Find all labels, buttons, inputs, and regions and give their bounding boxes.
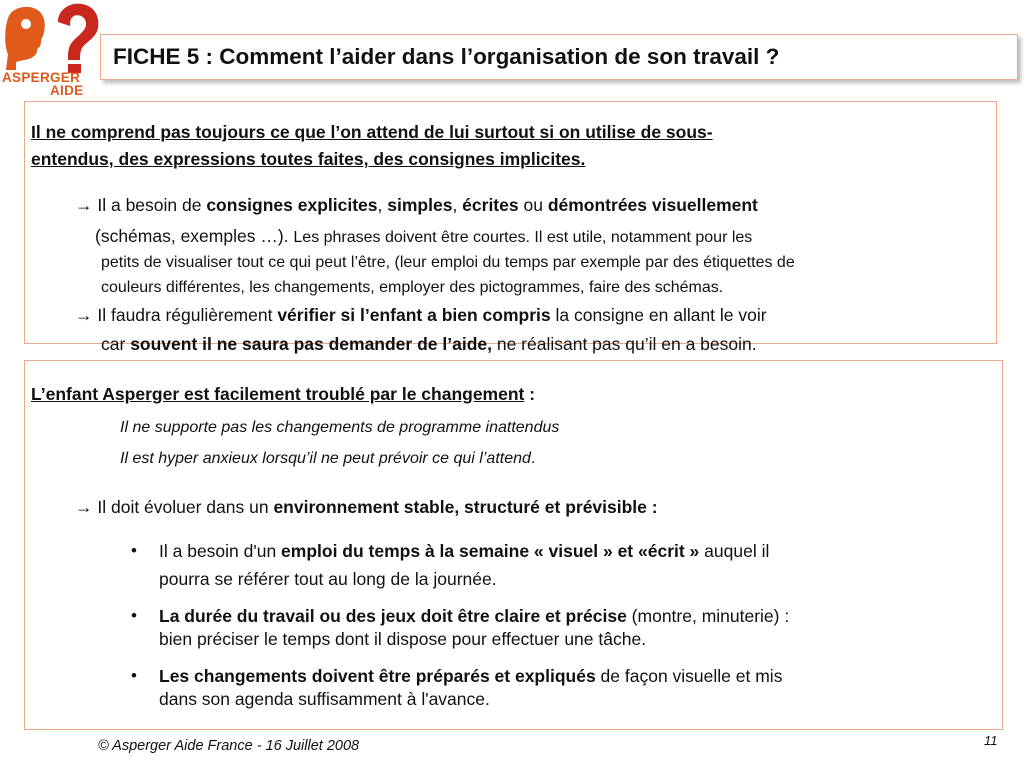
point1-line4: couleurs différentes, les changements, employer des pictogrammes, faire des schémas. xyxy=(101,279,724,296)
bullet3-bold: Les changements doivent être préparés et expliqués xyxy=(159,666,596,686)
section2-italic2-text: Il est hyper anxieux lorsqu’il ne peut prévoir ce qui l’attend xyxy=(120,450,531,467)
point2-text2: la consigne en allant le voir xyxy=(550,305,767,325)
bullet-icon: • xyxy=(131,606,137,625)
point1-text2: , xyxy=(377,195,388,215)
point1-line3: petits de visualiser tout ce qui peut l’être, (leur emploi du temps par exemple par des étiquettes de xyxy=(101,254,795,271)
arrow-right-icon: → xyxy=(75,497,93,517)
bullet2-text1: (montre, minuterie) : xyxy=(626,606,790,626)
point1-text4: ou xyxy=(518,195,548,215)
bullet2-line2: bien préciser le temps dont il dispose pour effectuer une tâche. xyxy=(159,629,647,649)
page-title: FICHE 5 : Comment l’aider dans l’organisation de son travail ? xyxy=(113,44,780,69)
arrow-right-icon: → xyxy=(75,305,93,325)
bullet2-bold: La durée du travail ou des jeux doit être claire et précise xyxy=(159,606,627,626)
section2-point xyxy=(75,497,658,518)
bullet1-line1 xyxy=(159,541,769,562)
point1-bold1: consignes explicites xyxy=(206,195,378,215)
bullet2-line1 xyxy=(159,606,789,627)
bullet3-text1: de façon visuelle et mis xyxy=(595,666,783,686)
point1-bold3: écrites xyxy=(462,195,519,215)
section2-heading-text: L’enfant Asperger est facilement troublé par le changement xyxy=(31,384,525,404)
section-changement xyxy=(24,360,1003,730)
point1-line2-small: Les phrases doivent être courtes. Il est utile, notamment pour les xyxy=(293,229,753,246)
point1-line2 xyxy=(95,226,752,247)
point1-text3: , xyxy=(452,195,463,215)
point1-bold4: démontrées visuellement xyxy=(547,195,758,215)
point1-line1 xyxy=(75,195,758,216)
point2-line1 xyxy=(75,305,767,326)
point2-line2-bold: souvent il ne saura pas demander de l’aide, xyxy=(130,334,492,354)
point1-line2-big: (schémas, exemples …). xyxy=(95,226,294,246)
section2-point-bold: environnement stable, structuré et prévisible : xyxy=(273,497,658,517)
section2-heading-colon: : xyxy=(524,384,536,404)
point2-line2-text1: car xyxy=(101,334,131,354)
bullet1-bold: emploi du temps à la semaine « visuel » et «écrit » xyxy=(281,541,700,561)
point1-bold2: simples xyxy=(387,195,453,215)
arrow-right-icon: → xyxy=(75,195,93,215)
section-communication xyxy=(24,101,997,354)
bullet-icon: • xyxy=(131,666,137,685)
logo-text-aide: AIDE xyxy=(50,83,84,98)
point2-text1: Il faudra régulièrement xyxy=(92,305,278,325)
bullet3-line1 xyxy=(159,666,782,687)
bullet-icon: • xyxy=(131,541,137,560)
bullet1-text1: Il a besoin d'un xyxy=(159,541,282,561)
point1-text1: Il a besoin de xyxy=(92,195,207,215)
logo-text-asperger: ASPERGER xyxy=(2,70,81,85)
bullet3-line2: dans son agenda suffisamment à l'avance. xyxy=(159,689,490,709)
point2-bold1: vérifier si l’enfant a bien compris xyxy=(277,305,551,325)
point2-line2 xyxy=(101,334,757,355)
section2-heading xyxy=(31,384,535,405)
bullet1-line2: pourra se référer tout au long de la journée. xyxy=(159,569,497,589)
section2-italic2-end: . xyxy=(530,450,536,467)
section2-point-text: Il doit évoluer dans un xyxy=(92,497,274,517)
footer-copyright: © Asperger Aide France - 16 Juillet 2008 xyxy=(98,738,360,754)
page-number: 11 xyxy=(984,733,998,748)
title-box xyxy=(100,34,1018,80)
bullet1-text2: auquel il xyxy=(699,541,770,561)
section2-italic2 xyxy=(120,450,535,468)
section2-italic1: Il ne supporte pas les changements de programme inattendus xyxy=(120,419,560,436)
point2-line2-text2: ne réalisant pas qu’il en a besoin. xyxy=(491,334,757,354)
section1-heading-line2: entendus, des expressions toutes faites, des consignes implicites. xyxy=(31,149,586,169)
section1-heading-line1: Il ne comprend pas toujours ce que l’on attend de lui surtout si on utilise de sous- xyxy=(31,122,713,142)
